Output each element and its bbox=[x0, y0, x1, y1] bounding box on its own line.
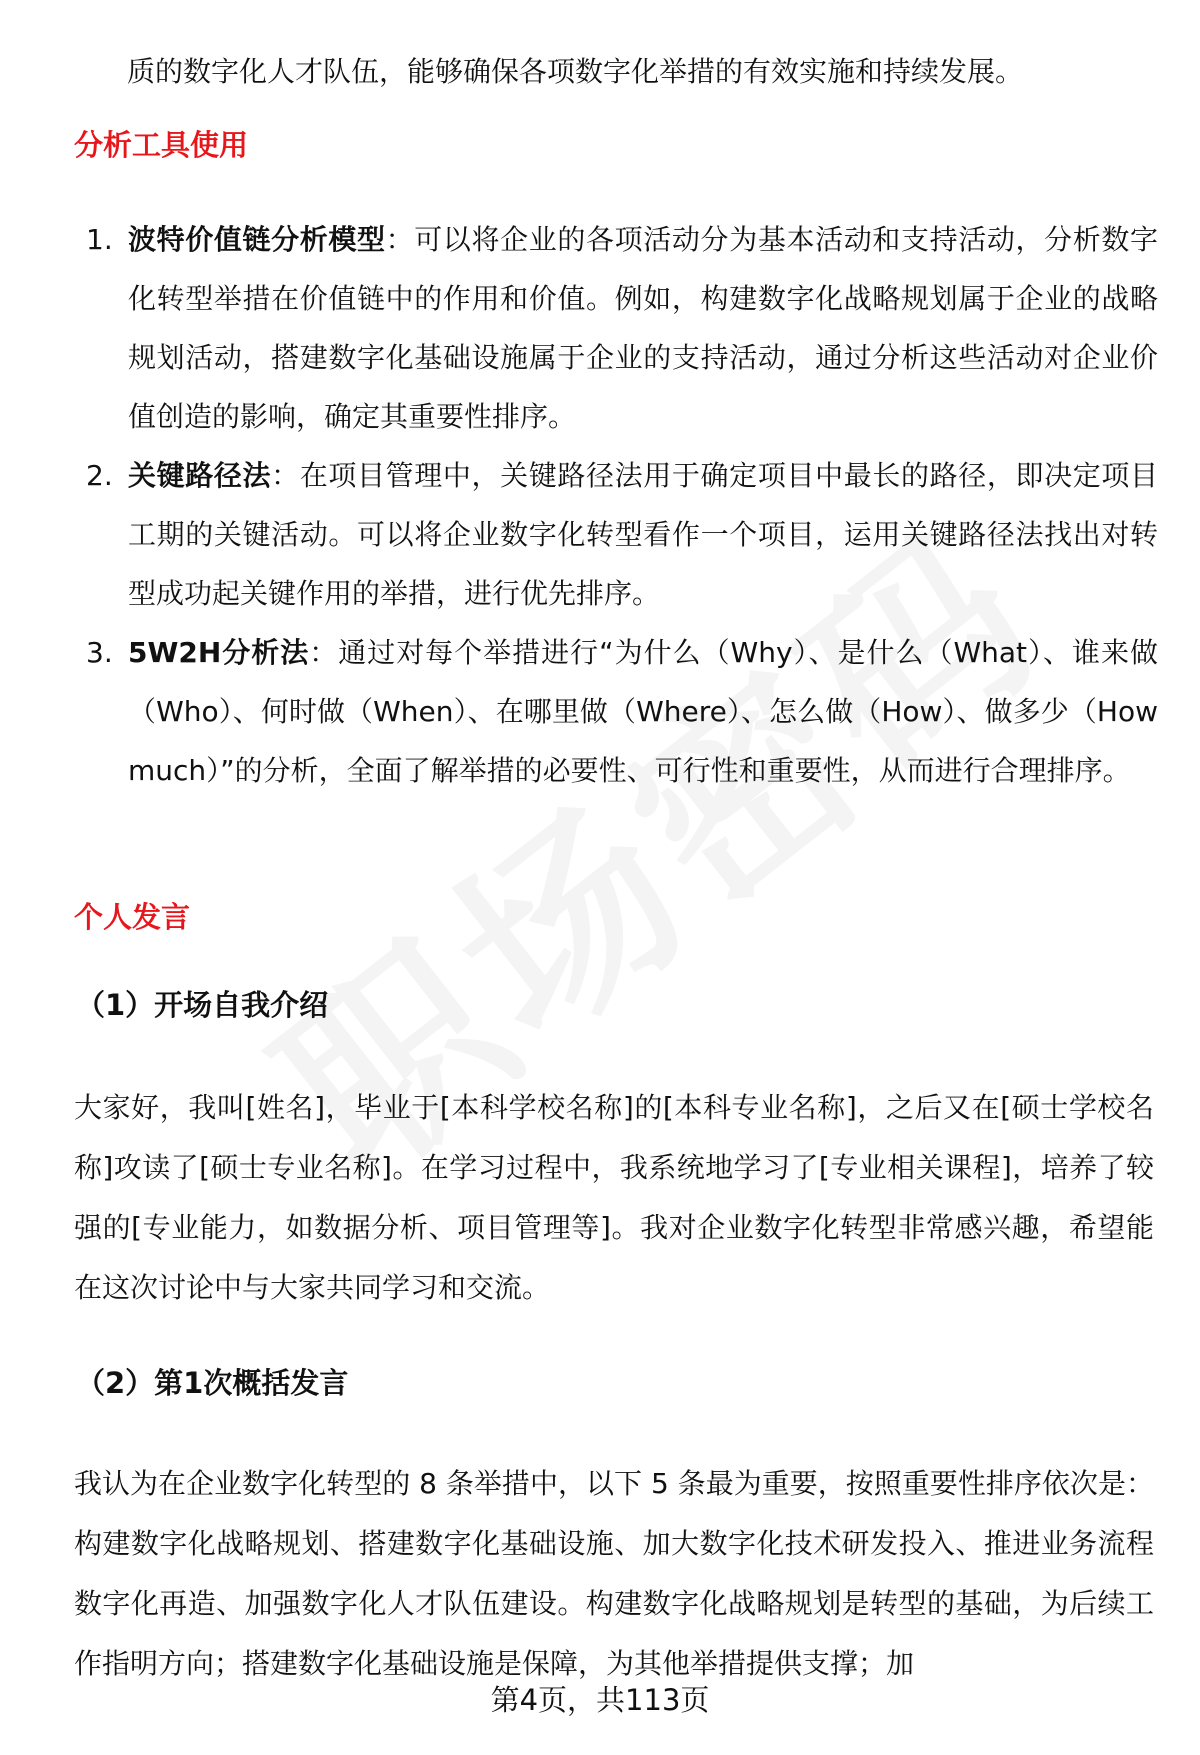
tool-name: 5W2H分析法 bbox=[128, 636, 310, 669]
paragraph-intro: 大家好，我叫[姓名]，毕业于[本科学校名称]的[本科专业名称]，之后又在[硕士学校名称]攻读了[硕士专业名称]。在学习过程中，我系统地学习了[专业相关课程]，培养了较强的[专业能力，如数据分析、项目管理等]。我对企业数字化转型非常感兴趣，希望能在这次讨论中与大家共同学习和交流。 bbox=[74, 1091, 1154, 1304]
intro-line: 质的数字化人才队伍，能够确保各项数字化举措的有效实施和持续发展。 bbox=[127, 55, 1024, 88]
tools-list bbox=[0, 210, 1200, 800]
tool-description: ：在项目管理中，关键路径法用于确定项目中最长的路径，即决定项目工期的关键活动。可以将企业数字化转型看作一个项目，运用关键路径法找出对转型成功起关键作用的举措，进行优先排序。 bbox=[128, 459, 1158, 610]
subheading-first-speech: （2）第1次概括发言 bbox=[76, 1366, 349, 1400]
tool-description: ：可以将企业的各项活动分为基本活动和支持活动，分析数字化转型举措在价值链中的作用和价值。例如，构建数字化战略规划属于企业的战略规划活动，搭建数字化基础设施属于企业的支持活动，通过分析这些活动对企业价值创造的影响，确定其重要性排序。 bbox=[128, 223, 1158, 433]
list-item bbox=[0, 210, 1158, 446]
list-item bbox=[0, 623, 1158, 800]
tool-description: ：通过对每个举措进行“为什么（Why）、是什么（What）、谁来做（Who）、何时做（When）、在哪里做（Where）、怎么做（How）、做多少（How much）”的分析，全面了解举措的必要性、可行性和重要性，从而进行合理排序。 bbox=[128, 636, 1158, 787]
list-item bbox=[0, 446, 1158, 623]
tool-name: 波特价值链分析模型 bbox=[128, 223, 386, 256]
list-number: 2. bbox=[86, 459, 113, 492]
subheading-intro: （1）开场自我介绍 bbox=[76, 988, 329, 1022]
section-title-tools: 分析工具使用 bbox=[74, 128, 249, 162]
page-footer: 第4页，共113页 bbox=[490, 1683, 710, 1717]
list-number: 3. bbox=[86, 636, 113, 669]
tool-name: 关键路径法 bbox=[128, 459, 272, 492]
section-title-speech: 个人发言 bbox=[74, 900, 191, 934]
paragraph-first-speech: 我认为在企业数字化转型的 8 条举措中，以下 5 条最为重要，按照重要性排序依次是：构建数字化战略规划、搭建数字化基础设施、加大数字化技术研发投入、推进业务流程数字化再造、加强数字化人才队伍建设。构建数字化战略规划是转型的基础，为后续工作指明方向；搭建数字化基础设施是保障，为其他举措提供支撑；加 bbox=[74, 1467, 1154, 1680]
list-number: 1. bbox=[86, 223, 113, 256]
